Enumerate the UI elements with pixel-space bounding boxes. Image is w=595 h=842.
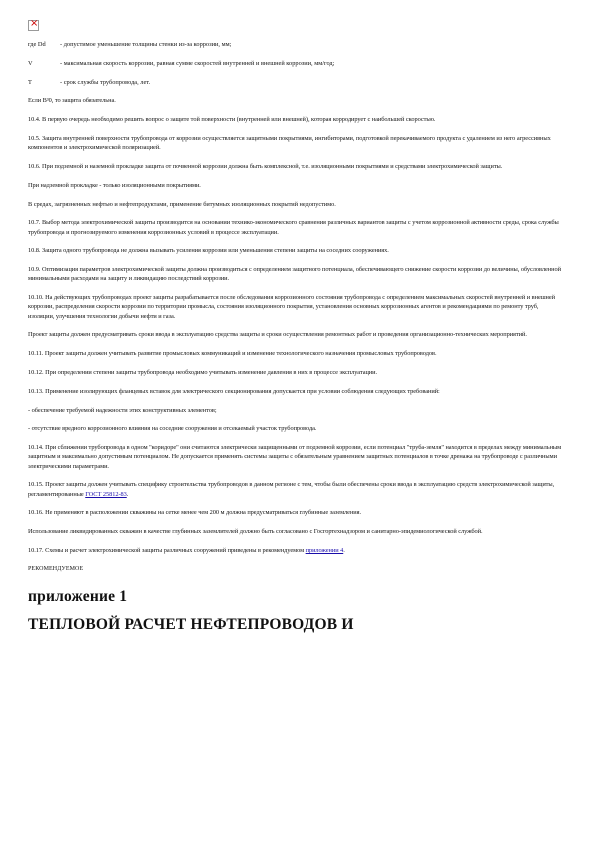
- paragraph: В средах, загрязненных нефтью и нефтепродуктами, применение битумных изоляционных покрытий недопустимо.: [28, 200, 336, 208]
- definition-symbol: T: [28, 78, 32, 86]
- definition-row: [28, 40, 566, 49]
- paragraph: 10.4. В первую очередь необходимо решить вопрос о защите той поверхности (внутренней или внешней), которая корродирует с наибольшей скоростью.: [28, 116, 436, 124]
- paragraph: 10.13. Применение изолирующих фланцевых вставок для электрического секционирования допускается при условии соблюдения следующих требований:: [28, 387, 440, 395]
- document-body: [28, 40, 566, 634]
- paragraph-text: 10.15. Проект защиты должен учитывать специфику строительства трубопроводов в данном регионе с тем, чтобы были обеспечены сроки ввода в эксплуатацию средств электрохимической защиты, регламентированные: [28, 481, 555, 498]
- paragraph: 10.10. На действующих трубопроводах проект защиты разрабатывается после обследования коррозионного состояния трубопровода с определением максимальных скоростей внутренней и внешней коррозии, распределения скорости коррозии по территории промысла, состояния изоляционного покрытия, установления основных коррозионных агентов и рекомендациями по ремонту труб, изоляции, улучшения технологии добычи нефти и газа.: [28, 294, 556, 320]
- appendix-4-link[interactable]: приложении 4: [305, 546, 344, 554]
- definition-text: - максимальная скорость коррозии, равная сумме скоростей внутренней и внешней коррозии, мм/год;: [60, 59, 335, 67]
- paragraph: 10.7. Выбор метода электрохимической защиты производится на основании технико-экономического сравнения различных вариантов защиты с учетом коррозионной активности среды, срока службы трубопровода и прогнозируемого изменения коррозионных условий в процессе эксплуатации.: [28, 219, 559, 236]
- paragraph: Использование ликвидированных скважин в качестве глубинных заземлителей должно быть согласовано с Госгортехнадзором и санитарно-эпидемиологической службой.: [28, 528, 483, 536]
- paragraph: 10.5. Защита внутренней поверхности трубопровода от коррозии осуществляется защитными покрытиями, ингибиторами, подготовкой перекачиваемого продукта с удалением из него агрессивных компонентов и электрохимической поляризацией.: [28, 134, 551, 152]
- paragraph: 10.9. Оптимизация параметров электрохимической защиты должна производиться с определением защитного потенциала, обеспечивающего снижение скорости коррозии до величины, обусловленной минимальными расходами на защиту и ликвидацию последствий коррозии.: [28, 266, 561, 283]
- paragraph: - отсутствие вредного коррозионного влияния на соседние сооружения и отсекаемый участок трубопровода.: [28, 425, 317, 433]
- gost-link[interactable]: ГОСТ 25812-83: [85, 490, 127, 498]
- broken-image-icon: [28, 20, 39, 31]
- paragraph-text: 10.17. Схемы и расчет электрохимической защиты различных сооружений приведены в рекомендуемом: [28, 546, 306, 554]
- paragraph: Проект защиты должен предусматривать сроки ввода в эксплуатацию средства защиты и сроки осуществления ремонтных работ и проведения организационно-технических мероприятий.: [28, 331, 527, 339]
- appendix-heading: приложение 1: [28, 587, 128, 605]
- paragraph: 10.16. Не применяют в расположении скважины на сетке менее чем 200 м должна предусматриваться глубинные заземления.: [28, 509, 362, 517]
- paragraph: 10.12. При определении степени защиты трубопровода необходимо учитывать изменение давления в них в процессе эксплуатации.: [28, 368, 378, 376]
- definition-text: - срок службы трубопровода, лет.: [60, 78, 151, 86]
- paragraph-text: .: [343, 546, 345, 554]
- paragraph: 10.14. При сближении трубопровода в одном "коридоре" они считаются электрически защищенными от подземной коррозии, если потенциал "труба-земля" находится в пределах между минимальным защитным и максимально допустимым потенциалом. Не допускается применять системы защиты с обязательным уравнением защитных потенциалов в точке дренажа на трубопроводе с различными электрическими параметрами.: [28, 444, 562, 470]
- section-title: ТЕПЛОВОЙ РАСЧЕТ НЕФТЕПРОВОДОВ И: [28, 615, 354, 633]
- paragraph: 10.8. Защита одного трубопровода не должна вызывать усиления коррозии или уменьшения степени защиты на соседних сооружениях.: [28, 247, 389, 255]
- paragraph-10-17: [28, 546, 566, 555]
- paragraph-text: .: [126, 490, 129, 498]
- definition-symbol: где Dd: [28, 41, 46, 48]
- paragraph: - обеспечение требуемой надежности этих конструктивных элементов;: [28, 406, 217, 414]
- paragraph-10-15: [28, 480, 566, 498]
- definition-text: - допустимое уменьшение толщины стенки из-за коррозии, мм;: [60, 41, 232, 48]
- definition-row: [28, 78, 566, 87]
- recommended-label: РЕКОМЕНДУЕМОЕ: [28, 565, 84, 572]
- definition-row: [28, 59, 566, 68]
- paragraph: При надземной прокладке - только изоляционными покрытиями.: [28, 181, 201, 189]
- paragraph: Если В³0, то защита обязательна.: [28, 97, 116, 105]
- paragraph: 10.11. Проект защиты должен учитывать развитие промысловых коммуникаций и изменение технологического назначения промысловых трубопроводов.: [28, 350, 437, 358]
- paragraph: 10.6. При подземной и наземной прокладке защита от почвенной коррозии должна быть комплексной, т.е. изоляционными покрытиями и средствами электрохимической защиты.: [28, 162, 503, 170]
- definition-symbol: V: [28, 59, 33, 67]
